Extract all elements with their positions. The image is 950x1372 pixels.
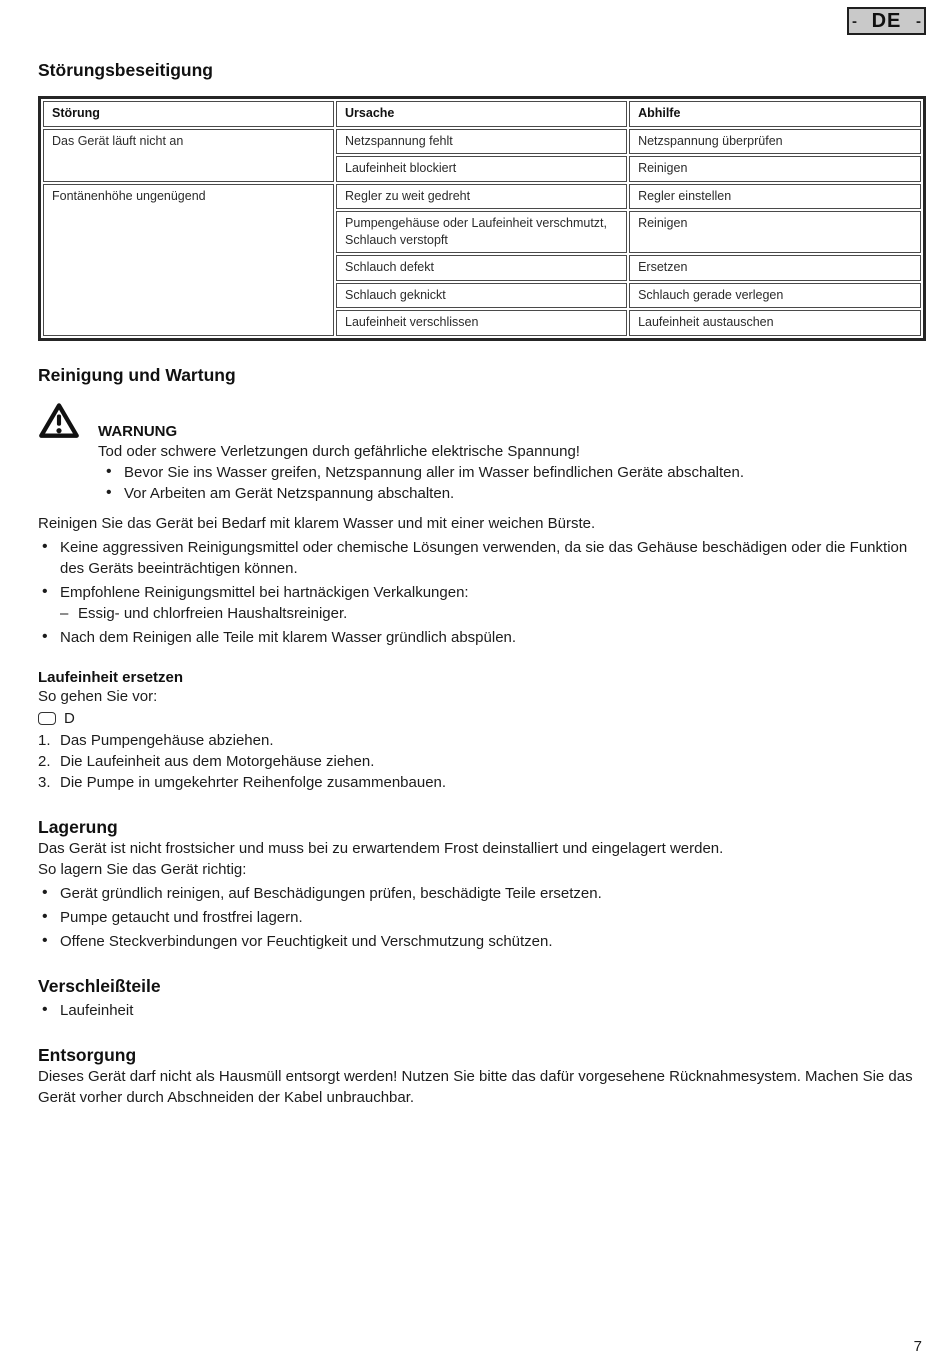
badge-right-dash: -: [915, 12, 921, 30]
cleaning-bullet-text: Empfohlene Reinigungsmittel bei hartnäckigen Verkalkungen:: [60, 583, 469, 601]
figure-frame-icon: [38, 712, 56, 725]
warning-bullet: • Vor Arbeiten am Gerät Netzspannung abschalten.: [98, 483, 926, 504]
cause-cell: Schlauch defekt: [336, 255, 627, 281]
fault-cell: Fontänenhöhe ungenügend: [43, 184, 334, 336]
storage-bullet: • Offene Steckverbindungen vor Feuchtigkeit und Verschmutzung schützen.: [38, 931, 926, 952]
table-row: [43, 184, 921, 210]
troubleshooting-table: [38, 96, 926, 341]
cause-cell: Laufeinheit verschlissen: [336, 310, 627, 336]
storage-line2: So lagern Sie das Gerät richtig:: [38, 860, 247, 878]
cleaning-bullet: [38, 582, 926, 624]
storage-bullet: • Gerät gründlich reinigen, auf Beschädigungen prüfen, beschädigte Teile ersetzen.: [38, 883, 926, 904]
replace-rotor-intro: So gehen Sie vor:: [38, 687, 158, 705]
figure-reference-letter: D: [64, 709, 75, 727]
cause-cell: Netzspannung fehlt: [336, 129, 627, 155]
cause-cell: Schlauch geknickt: [336, 283, 627, 309]
header-fault: Störung: [43, 101, 334, 127]
warning-icon: [38, 399, 98, 445]
table-row: [43, 129, 921, 155]
wear-parts-bullet-list: [38, 1000, 926, 1021]
cleaning-bullet-list: [38, 537, 926, 648]
remedy-cell: Netzspannung überprüfen: [629, 129, 921, 155]
section-title-storage: Lagerung: [38, 816, 118, 837]
step-item: Die Pumpe in umgekehrter Reihenfolge zusammenbauen.: [60, 773, 447, 791]
wear-part-bullet: • Laufeinheit: [38, 1000, 926, 1021]
figure-reference: [38, 708, 926, 729]
section-title-wear-parts: Verschleißteile: [38, 975, 161, 996]
section-title-disposal: Entsorgung: [38, 1044, 137, 1065]
replace-rotor-steps: [38, 730, 926, 793]
cleaning-intro: Reinigen Sie das Gerät bei Bedarf mit klarem Wasser und mit einer weichen Bürste.: [38, 514, 596, 532]
disposal-text: Dieses Gerät darf nicht als Hausmüll entsorgt werden! Nutzen Sie bitte das dafür vorgesehene Rücknahmesystem. Machen Sie das Gerät vorher durch Abschneiden der Kabel unbrauchbar.: [38, 1067, 913, 1106]
warning-text: [98, 399, 926, 504]
header-cause: Ursache: [336, 101, 627, 127]
cause-cell: Regler zu weit gedreht: [336, 184, 627, 210]
section-title-troubleshooting: Störungsbeseitigung: [38, 60, 213, 80]
header-remedy: Abhilfe: [629, 101, 921, 127]
step-item: Die Laufeinheit aus dem Motorgehäuse ziehen.: [60, 752, 375, 770]
warning-lead: Tod oder schwere Verletzungen durch gefährliche elektrische Spannung!: [98, 442, 580, 460]
warning-bullet-list: [98, 462, 926, 504]
badge-language-code: DE: [871, 9, 902, 32]
cause-cell: Laufeinheit blockiert: [336, 156, 627, 182]
badge-left-dash: -: [852, 12, 857, 30]
warning-label: WARNUNG: [98, 422, 178, 440]
table-header-row: [43, 101, 921, 127]
remedy-cell: Regler einstellen: [629, 184, 921, 210]
remedy-cell: Ersetzen: [629, 255, 921, 281]
remedy-cell: Reinigen: [629, 156, 921, 182]
page-number: 7: [913, 1338, 922, 1355]
remedy-cell: Reinigen: [629, 211, 921, 253]
storage-line1: Das Gerät ist nicht frostsicher und muss bei zu erwartendem Frost deinstalliert und eingelagert werden.: [38, 839, 724, 857]
cleaning-sub-item: – Essig- und chlorfreien Haushaltsreiniger.: [60, 603, 926, 624]
remedy-cell: Laufeinheit austauschen: [629, 310, 921, 336]
fault-cell: Das Gerät läuft nicht an: [43, 129, 334, 182]
storage-bullet: • Pumpe getaucht und frostfrei lagern.: [38, 907, 926, 928]
storage-bullet-list: [38, 883, 926, 952]
warning-block: [38, 399, 926, 504]
step-item: Das Pumpengehäuse abziehen.: [60, 731, 274, 749]
section-title-cleaning: Reinigung und Wartung: [38, 364, 236, 385]
cleaning-bullet: • Keine aggressiven Reinigungsmittel oder chemische Lösungen verwenden, da sie das Gehäuse beschädigen oder die Funktion des Geräts beeinträchtigen können.: [38, 537, 926, 579]
subsection-title-replace-rotor: Laufeinheit ersetzen: [38, 668, 184, 686]
cause-cell: Pumpengehäuse oder Laufeinheit verschmutzt, Schlauch verstopft: [336, 211, 627, 253]
cleaning-bullet: • Nach dem Reinigen alle Teile mit klarem Wasser gründlich abspülen.: [38, 627, 926, 648]
remedy-cell: Schlauch gerade verlegen: [629, 283, 921, 309]
warning-bullet: • Bevor Sie ins Wasser greifen, Netzspannung aller im Wasser befindlichen Geräte abschalten.: [98, 462, 926, 483]
